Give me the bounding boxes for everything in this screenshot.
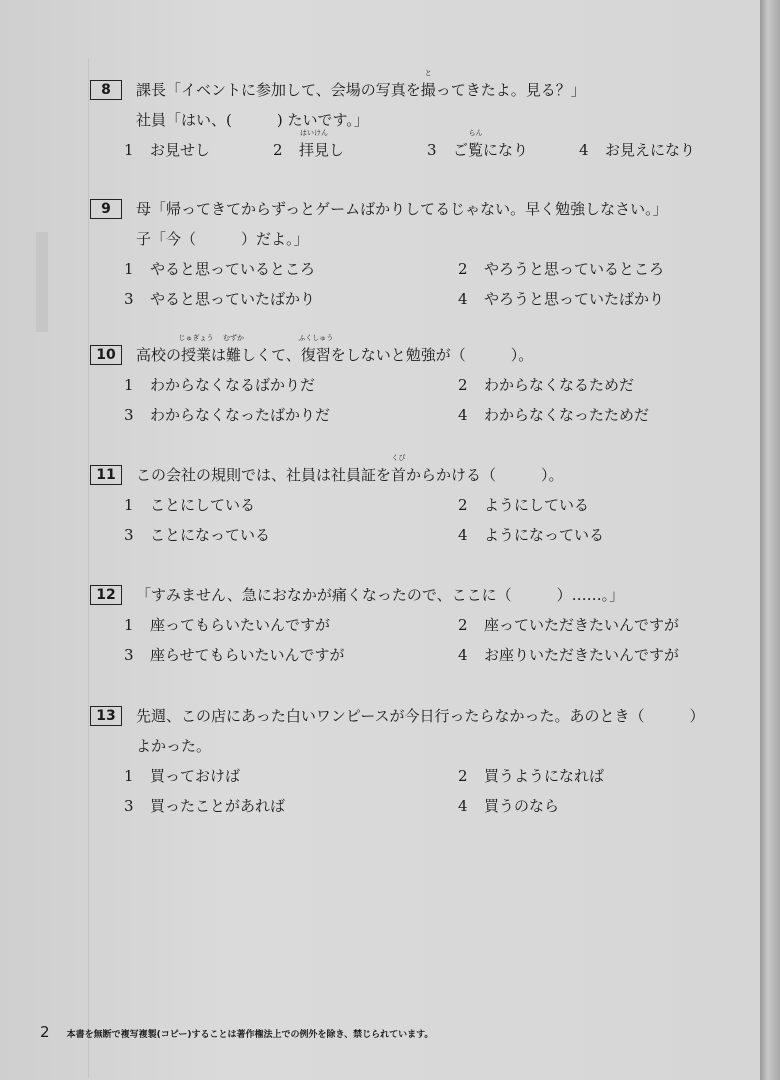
footer [40, 1022, 433, 1041]
option-number: 4 [458, 797, 468, 815]
text-segment: しくて、 [241, 346, 301, 364]
option-number: 2 [458, 616, 468, 634]
option-number: 3 [427, 141, 437, 159]
furigana: ふくしゅう [298, 334, 334, 342]
option-number: 1 [124, 376, 134, 394]
option-number: 3 [124, 646, 134, 664]
text-segment: やろうと思っていたばかり [484, 290, 665, 308]
answer-option[interactable] [124, 645, 345, 665]
text-segment: わからなくなるばかりだ [150, 376, 316, 394]
text-segment: 母「帰ってきてからずっとゲームばかりしてるじゃない。早く勉強しなさい。」 [136, 200, 668, 218]
text-segment: ってきたよ。見る？」 [435, 81, 586, 99]
option-number: 3 [124, 526, 134, 544]
answer-option[interactable] [458, 259, 664, 279]
answer-option[interactable] [124, 615, 330, 635]
text-segment: ことになっている [150, 526, 271, 544]
answer-option[interactable] [458, 405, 649, 425]
option-text [484, 646, 679, 664]
text-segment: やろうと思っているところ [484, 260, 665, 278]
kanji-base: 授業 [181, 346, 212, 364]
page-number: 2 [40, 1023, 50, 1041]
ruby-word [391, 454, 407, 485]
option-text [484, 526, 604, 544]
option-text [150, 767, 240, 785]
answer-option[interactable] [458, 289, 664, 309]
answer-option[interactable] [124, 259, 315, 279]
option-text [484, 290, 664, 308]
ruby-word [298, 334, 334, 365]
question-number-box: 11 [90, 465, 122, 485]
question-stem [136, 199, 668, 219]
text-segment: は [211, 346, 227, 364]
option-number: 4 [579, 141, 589, 159]
option-number: 1 [124, 141, 134, 159]
ruby-word [299, 129, 330, 160]
question-number-box: 8 [90, 80, 122, 100]
answer-option[interactable] [124, 495, 255, 515]
option-text [484, 496, 589, 514]
question-stem [136, 585, 624, 605]
text-segment: この会社の規則では、社員は社員証を [136, 466, 392, 484]
option-text [299, 129, 345, 159]
option-text [150, 376, 315, 394]
question-stem-continued [136, 110, 369, 130]
option-number: 3 [124, 290, 134, 308]
ruby-word [420, 69, 436, 100]
answer-option[interactable] [124, 796, 285, 816]
option-number: 4 [458, 290, 468, 308]
furigana: と [424, 69, 432, 77]
option-text [605, 141, 695, 159]
question-stem [136, 334, 534, 365]
answer-option[interactable] [273, 129, 345, 160]
text-segment: 課長「イベントに参加して、会場の写真を [136, 81, 421, 99]
text-segment: 買うのなら [484, 797, 560, 815]
text-segment: からかける（ ）。 [406, 466, 564, 484]
text-segment: 買うようになれば [484, 767, 605, 785]
answer-option[interactable] [124, 289, 315, 309]
option-number: 1 [124, 767, 134, 785]
answer-option[interactable] [124, 766, 240, 786]
option-text [150, 290, 315, 308]
ruby-word [223, 334, 245, 365]
side-tab [36, 232, 48, 332]
option-number: 2 [273, 141, 283, 159]
text-segment: になり [483, 141, 529, 159]
answer-option[interactable] [427, 129, 529, 160]
option-text [484, 406, 649, 424]
option-text [150, 141, 210, 159]
furigana: らん [468, 129, 483, 137]
text-segment: 座ってもらいたいんですが [150, 616, 331, 634]
option-text [150, 646, 345, 664]
answer-option[interactable] [458, 375, 634, 395]
kanji-base: 撮 [420, 81, 436, 99]
answer-option[interactable] [458, 495, 589, 515]
option-text [484, 797, 559, 815]
question-stem-continued [136, 736, 211, 756]
furigana: じゅぎょう [178, 334, 214, 342]
option-number: 1 [124, 260, 134, 278]
kanji-base: 復習 [300, 346, 331, 364]
question-number-box: 10 [90, 345, 122, 365]
text-segment: わからなくなったためだ [484, 406, 650, 424]
text-segment: ようにしている [484, 496, 590, 514]
option-number: 1 [124, 616, 134, 634]
option-text [150, 406, 330, 424]
text-segment: ご [453, 141, 469, 159]
option-number: 2 [458, 767, 468, 785]
text-segment: ことにしている [150, 496, 256, 514]
option-text [484, 376, 634, 394]
text-segment: 社員「はい、( ) たいです。」 [136, 111, 369, 129]
text-segment: 先週、この店にあった白いワンピースが今日行ったらなかった。あのとき（ ） [136, 707, 705, 725]
answer-option[interactable] [579, 140, 695, 160]
option-text [150, 260, 315, 278]
text-segment: 買っておけば [150, 767, 241, 785]
option-text [150, 616, 330, 634]
text-segment: よかった。 [136, 737, 212, 755]
text-segment: お座りいただきたいんですが [484, 646, 680, 664]
text-segment: わからなくなるためだ [484, 376, 635, 394]
question-stem [136, 454, 564, 485]
option-number: 3 [124, 797, 134, 815]
answer-option[interactable] [124, 140, 210, 160]
text-segment: やると思っていたばかり [150, 290, 316, 308]
text-segment: 座っていただきたいんですが [484, 616, 680, 634]
kanji-base: 覧 [468, 141, 484, 159]
text-segment: わからなくなったばかりだ [150, 406, 331, 424]
furigana: くび [391, 454, 406, 462]
answer-option[interactable] [124, 405, 330, 425]
option-text [484, 616, 679, 634]
option-number: 1 [124, 496, 134, 514]
text-segment: やると思っているところ [150, 260, 316, 278]
option-text [484, 767, 604, 785]
answer-option[interactable] [458, 796, 559, 816]
option-text [453, 129, 529, 159]
option-number: 4 [458, 646, 468, 664]
text-segment: 高校の [136, 346, 182, 364]
copyright-note: 本書を無断で複写複製(コピー)することは著作権法上での例外を除き、禁じられています。 [66, 1030, 434, 1040]
answer-option[interactable] [458, 645, 679, 665]
ruby-word [178, 334, 214, 365]
kanji-base: 拝見 [299, 141, 330, 159]
answer-option[interactable] [458, 766, 604, 786]
text-segment: ようになっている [484, 526, 605, 544]
question-number-box: 9 [90, 199, 122, 219]
answer-option[interactable] [124, 525, 270, 545]
kanji-base: 首 [391, 466, 407, 484]
question-stem [136, 69, 586, 100]
option-text [150, 526, 270, 544]
text-segment: お見せし [150, 141, 211, 159]
option-number: 4 [458, 526, 468, 544]
answer-option[interactable] [458, 525, 604, 545]
answer-option[interactable] [458, 615, 679, 635]
option-number: 2 [458, 260, 468, 278]
question-stem-continued [136, 229, 309, 249]
text-segment: 子「今（ ）だよ。」 [136, 230, 309, 248]
question-number-box: 12 [90, 585, 122, 605]
text-segment: 座らせてもらいたいんですが [150, 646, 345, 664]
text-segment: 買ったことがあれば [150, 797, 286, 815]
ruby-word [468, 129, 484, 160]
text-segment: し [329, 141, 345, 159]
option-number: 4 [458, 406, 468, 424]
option-number: 2 [458, 376, 468, 394]
question-number-box: 13 [90, 706, 122, 726]
option-number: 3 [124, 406, 134, 424]
question-stem [136, 706, 705, 726]
text-segment: をしないと勉強が（ ）。 [330, 346, 534, 364]
kanji-base: 難 [226, 346, 242, 364]
text-segment: お見えになり [605, 141, 696, 159]
furigana: はいけん [300, 129, 328, 137]
text-segment: 「すみません、急におなかが痛くなったので、ここに（ ）……。」 [136, 586, 625, 604]
option-text [150, 797, 285, 815]
answer-option[interactable] [124, 375, 315, 395]
book-spine [760, 0, 780, 1080]
furigana: むずか [223, 334, 245, 342]
option-number: 2 [458, 496, 468, 514]
option-text [150, 496, 255, 514]
option-text [484, 260, 664, 278]
